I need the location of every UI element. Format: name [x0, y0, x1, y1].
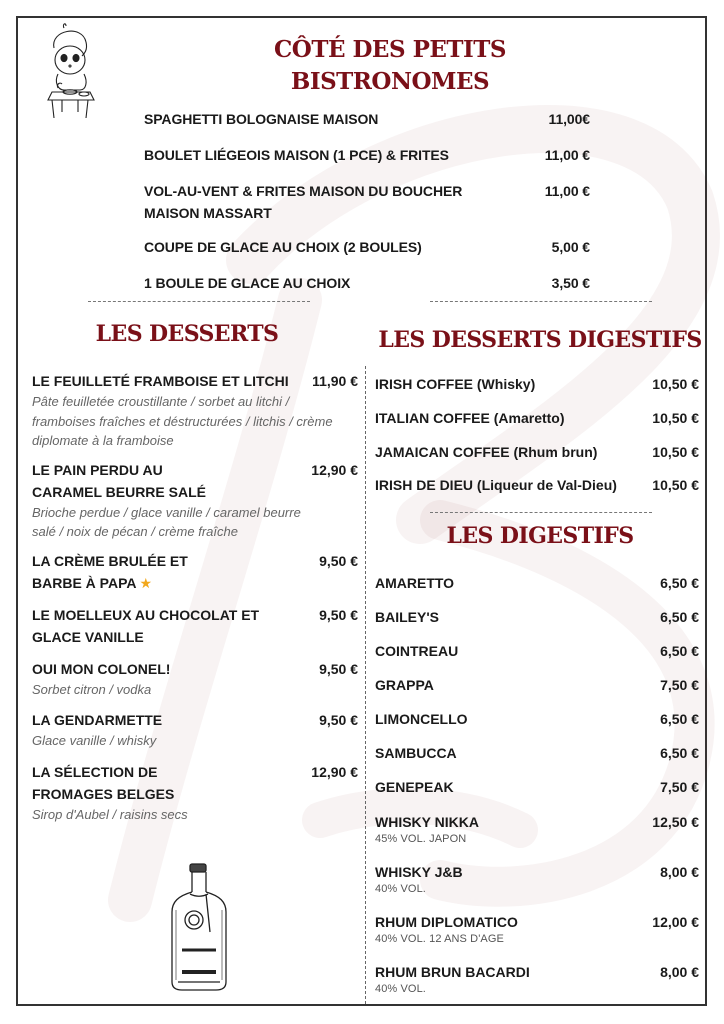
drink-price: 7,50 € — [660, 677, 699, 693]
menu-item-price: 11,00 € — [544, 147, 590, 163]
drink-name: IRISH COFFEE (Whisky) — [375, 376, 536, 392]
menu-item-price: 3,50 € — [551, 275, 590, 291]
section-divider — [430, 512, 652, 513]
drink-price: 12,50 € — [652, 814, 699, 830]
drink-item — [375, 743, 699, 763]
dessert-price: 9,50 € — [319, 660, 358, 677]
drink-name: IRISH DE DIEU (Liqueur de Val-Dieu) — [375, 477, 617, 493]
drink-item — [375, 607, 699, 627]
dessert-name: LA SÉLECTION DE FROMAGES BELGES — [32, 763, 175, 802]
menu-item — [144, 108, 590, 130]
menu-item — [144, 180, 590, 224]
bottle-illustration-icon — [168, 862, 230, 992]
dessert-price: 9,50 € — [319, 712, 358, 728]
menu-item — [144, 272, 590, 294]
drink-item — [375, 573, 699, 593]
drink-name: BAILEY'S — [375, 609, 440, 625]
menu-item — [144, 236, 590, 258]
drink-name: RHUM BRUN BACARDI — [375, 964, 530, 980]
menu-item-name: SPAGHETTI BOLOGNAISE MAISON — [144, 111, 379, 127]
dessert-item — [32, 604, 358, 648]
digestifs-list — [375, 573, 699, 996]
dessert-item — [32, 370, 358, 451]
desserts-digestifs-list — [375, 374, 699, 495]
star-icon: ★ — [139, 574, 153, 591]
drink-price: 6,50 € — [660, 711, 699, 727]
drink-price: 8,00 € — [660, 964, 699, 980]
drink-subtitle: 45% VOL. JAPON — [375, 833, 467, 845]
dessert-price: 9,50 € — [319, 552, 358, 569]
dessert-description: Sirop d'Aubel / raisins secs — [32, 806, 188, 822]
drink-price: 6,50 € — [660, 609, 699, 625]
dessert-name: LE FEUILLETÉ FRAMBOISE ET LITCHI — [32, 373, 289, 389]
dessert-price: 9,50 € — [319, 606, 358, 623]
drink-name: AMARETTO — [375, 575, 455, 591]
digestifs-title: LES DIGESTIFS — [446, 523, 634, 549]
drink-name: GENEPEAK — [375, 779, 454, 795]
drink-name: ITALIAN COFFEE (Amaretto) — [375, 410, 565, 426]
drink-name: WHISKY NIKKA — [375, 814, 479, 830]
dessert-name — [32, 550, 212, 594]
desserts-digestifs-title: LES DESSERTS DIGESTIFS — [378, 327, 702, 353]
dessert-price: 12,90 € — [311, 763, 358, 780]
drink-subtitle: 40% VOL. 12 ANS D'AGE — [375, 933, 504, 945]
column-divider — [365, 366, 366, 1004]
dessert-description: Pâte feuilletée croustillante / sorbet au litchi / framboises fraîches et déstructurées / litchis / crème diplomate à la framboise — [32, 394, 333, 448]
dessert-description: Glace vanille / whisky — [32, 733, 157, 748]
drink-item — [375, 912, 699, 946]
title-line-1: CÔTÉ DES PETITS — [273, 36, 506, 63]
dessert-price: 11,90 € — [312, 373, 358, 389]
dessert-name: LE MOELLEUX AU CHOCOLAT ET GLACE VANILLE — [32, 606, 260, 645]
drink-subtitle: 40% VOL. — [375, 883, 426, 895]
drink-subtitle: 40% VOL. — [375, 983, 426, 995]
menu-item-name: BOULET LIÉGEOIS MAISON (1 PCE) & FRITES — [144, 147, 449, 163]
section-divider — [88, 301, 310, 302]
drink-price: 6,50 € — [660, 643, 699, 659]
dessert-item — [32, 459, 358, 542]
drink-name: WHISKY J&B — [375, 864, 463, 880]
drink-price: 10,50 € — [652, 444, 699, 460]
drink-item — [375, 374, 699, 394]
dessert-name: LE PAIN PERDU AU CARAMEL BEURRE SALÉ — [32, 461, 206, 500]
dessert-item — [32, 550, 358, 594]
dessert-description: Brioche perdue / glace vanille / caramel beurre salé / noix de pécan / crème fraîche — [32, 504, 301, 539]
dessert-item — [32, 761, 358, 825]
drink-name: LIMONCELLO — [375, 711, 468, 727]
drink-item — [375, 962, 699, 996]
menu-item-name: VOL-AU-VENT & FRITES MAISON DU BOUCHER MAISON MASSART — [144, 183, 463, 221]
menu-item — [144, 144, 590, 166]
drink-price: 10,50 € — [652, 477, 699, 493]
drink-item — [375, 812, 699, 846]
drink-item — [375, 408, 699, 428]
dessert-item — [32, 658, 358, 700]
dessert-item — [32, 709, 358, 751]
title-line-2: BISTRONOMES — [290, 68, 490, 95]
menu-item-name: 1 BOULE DE GLACE AU CHOIX — [144, 275, 351, 291]
drink-item — [375, 709, 699, 729]
dessert-description: Sorbet citron / vodka — [32, 681, 152, 697]
menu-item-price: 11,00 € — [544, 183, 590, 199]
desserts-title: LES DESSERTS — [95, 321, 279, 347]
drink-name: RHUM DIPLOMATICO — [375, 914, 518, 930]
child-eating-illustration-icon — [40, 20, 100, 125]
drink-price: 8,00 € — [660, 864, 699, 880]
kids-menu-list — [144, 108, 590, 294]
kids-section-title — [240, 34, 540, 98]
desserts-list — [32, 370, 358, 832]
menu-item-price: 5,00 € — [551, 239, 590, 255]
drink-price: 10,50 € — [652, 376, 699, 392]
dessert-name: OUI MON COLONEL! — [32, 660, 171, 677]
drink-price: 6,50 € — [660, 745, 699, 761]
drink-item — [375, 442, 699, 462]
drink-name: COINTREAU — [375, 643, 459, 659]
drink-price: 7,50 € — [660, 779, 699, 795]
drink-item — [375, 777, 699, 797]
dessert-name-text: LA CRÈME BRULÉE ET BARBE À PAPA — [32, 552, 188, 591]
drink-item — [375, 675, 699, 695]
dessert-price: 12,90 € — [311, 461, 358, 478]
drink-item — [375, 641, 699, 661]
dessert-name: LA GENDARMETTE — [32, 712, 163, 728]
menu-item-name: COUPE DE GLACE AU CHOIX (2 BOULES) — [144, 239, 422, 255]
section-divider — [430, 301, 652, 302]
drink-name: JAMAICAN COFFEE (Rhum brun) — [375, 444, 598, 460]
drink-price: 6,50 € — [660, 575, 699, 591]
drink-name: GRAPPA — [375, 677, 434, 693]
menu-item-price: 11,00€ — [548, 111, 590, 127]
drink-name: SAMBUCCA — [375, 745, 457, 761]
drink-price: 12,00 € — [652, 914, 699, 930]
drink-item — [375, 862, 699, 896]
drink-item — [375, 475, 699, 495]
drink-price: 10,50 € — [652, 410, 699, 426]
